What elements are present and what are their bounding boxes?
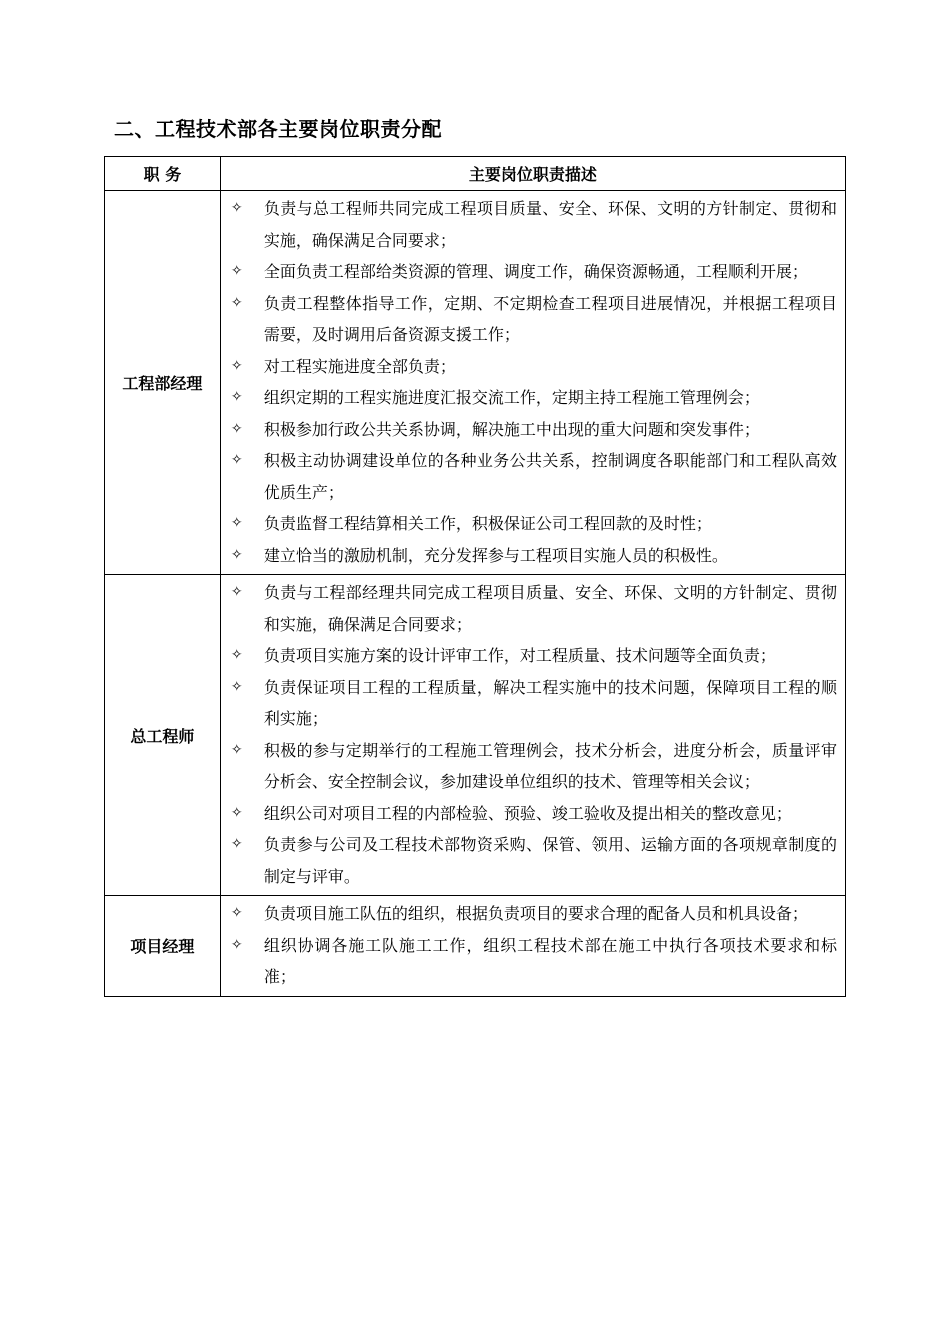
duty-text: 建立恰当的激励机制，充分发挥参与工程项目实施人员的积极性。: [263, 545, 728, 565]
list-item: [229, 414, 837, 446]
duty-text: 负责项目实施方案的设计评审工作，对工程质量、技术问题等全面负责；: [263, 646, 776, 665]
diamond-bullet-icon: ✧: [230, 647, 243, 663]
diamond-bullet-icon: ✧: [230, 936, 243, 953]
diamond-bullet-icon: ✧: [230, 420, 243, 437]
list-item: [229, 382, 837, 414]
duty-list: [229, 577, 837, 892]
list-item: [229, 193, 837, 256]
diamond-bullet-icon: ✧: [230, 200, 243, 216]
duty-table: [104, 156, 846, 997]
list-item: [229, 930, 837, 993]
header-role: 职 务: [105, 157, 221, 191]
diamond-bullet-icon: ✧: [230, 905, 243, 921]
list-item: [229, 898, 837, 930]
duty-text: 全面负责工程部给类资源的管理、调度工作，确保资源畅通，工程顺利开展；: [263, 262, 808, 281]
header-description: 主要岗位职责描述: [220, 157, 845, 191]
duty-text: 积极主动协调建设单位的各种业务公共关系，控制调度各职能部门和工程队高效优质生产；: [263, 451, 837, 502]
description-cell: [220, 896, 845, 997]
list-item: [229, 798, 837, 830]
duty-text: 负责保证项目工程的工程质量，解决工程实施中的技术问题，保障项目工程的顺利实施；: [263, 677, 837, 728]
duty-list: [229, 898, 837, 993]
table-header-row: [105, 157, 846, 191]
diamond-bullet-icon: ✧: [230, 678, 243, 695]
duty-text: 负责参与公司及工程技术部物资采购、保管、领用、运输方面的各项规章制度的制定与评审。: [263, 835, 837, 886]
description-cell: [220, 191, 845, 575]
duty-text: 积极参加行政公共关系协调，解决施工中出现的重大问题和突发事件；: [263, 419, 760, 439]
role-cell: 工程部经理: [105, 191, 221, 575]
table-row: [105, 191, 846, 575]
list-item: [229, 829, 837, 892]
duty-text: 负责与工程部经理共同完成工程项目质量、安全、环保、文明的方针制定、贯彻和实施，确保满足合同要求；: [263, 583, 837, 634]
duty-text: 负责与总工程师共同完成工程项目质量、安全、环保、文明的方针制定、贯彻和实施，确保满足合同要求；: [263, 199, 837, 250]
list-item: [229, 288, 837, 351]
list-item: [229, 256, 837, 288]
list-item: [229, 540, 837, 572]
list-item: [229, 577, 837, 640]
list-item: [229, 445, 837, 508]
duty-text: 积极的参与定期举行的工程施工管理例会，技术分析会，进度分析会，质量评审分析会、安全控制会议，参加建设单位组织的技术、管理等相关会议；: [263, 740, 837, 791]
diamond-bullet-icon: ✧: [230, 515, 243, 531]
list-item: [229, 735, 837, 798]
diamond-bullet-icon: ✧: [230, 263, 243, 279]
duty-text: 负责工程整体指导工作，定期、不定期检查工程项目进展情况，并根据工程项目需要，及时调用后备资源支援工作；: [263, 293, 837, 344]
duty-text: 对工程实施进度全部负责；: [263, 356, 456, 376]
table-row: [105, 575, 846, 896]
list-item: [229, 672, 837, 735]
duty-list: [229, 193, 837, 571]
list-item: [229, 351, 837, 383]
duty-text: 负责监督工程结算相关工作，积极保证公司工程回款的及时性；: [263, 514, 712, 533]
duty-text: 组织定期的工程实施进度汇报交流工作，定期主持工程施工管理例会；: [263, 388, 760, 407]
duty-text: 组织协调各施工队施工工作，组织工程技术部在施工中执行各项技术要求和标准；: [263, 935, 837, 986]
diamond-bullet-icon: ✧: [230, 804, 243, 821]
list-item: [229, 640, 837, 672]
diamond-bullet-icon: ✧: [230, 357, 243, 374]
table-row: [105, 896, 846, 997]
diamond-bullet-icon: ✧: [230, 389, 243, 405]
section-title: 二、工程技术部各主要岗位职责分配: [114, 117, 442, 141]
role-cell: 总工程师: [105, 575, 221, 896]
diamond-bullet-icon: ✧: [230, 836, 243, 852]
role-cell: 项目经理: [105, 896, 221, 997]
diamond-bullet-icon: ✧: [230, 294, 243, 311]
diamond-bullet-icon: ✧: [230, 452, 243, 468]
diamond-bullet-icon: ✧: [230, 584, 243, 600]
description-cell: [220, 575, 845, 896]
list-item: [229, 508, 837, 540]
diamond-bullet-icon: ✧: [230, 741, 243, 758]
diamond-bullet-icon: ✧: [230, 546, 243, 563]
duty-text: 组织公司对项目工程的内部检验、预验、竣工验收及提出相关的整改意见；: [263, 803, 792, 823]
duty-text: 负责项目施工队伍的组织，根据负责项目的要求合理的配备人员和机具设备；: [263, 904, 808, 923]
